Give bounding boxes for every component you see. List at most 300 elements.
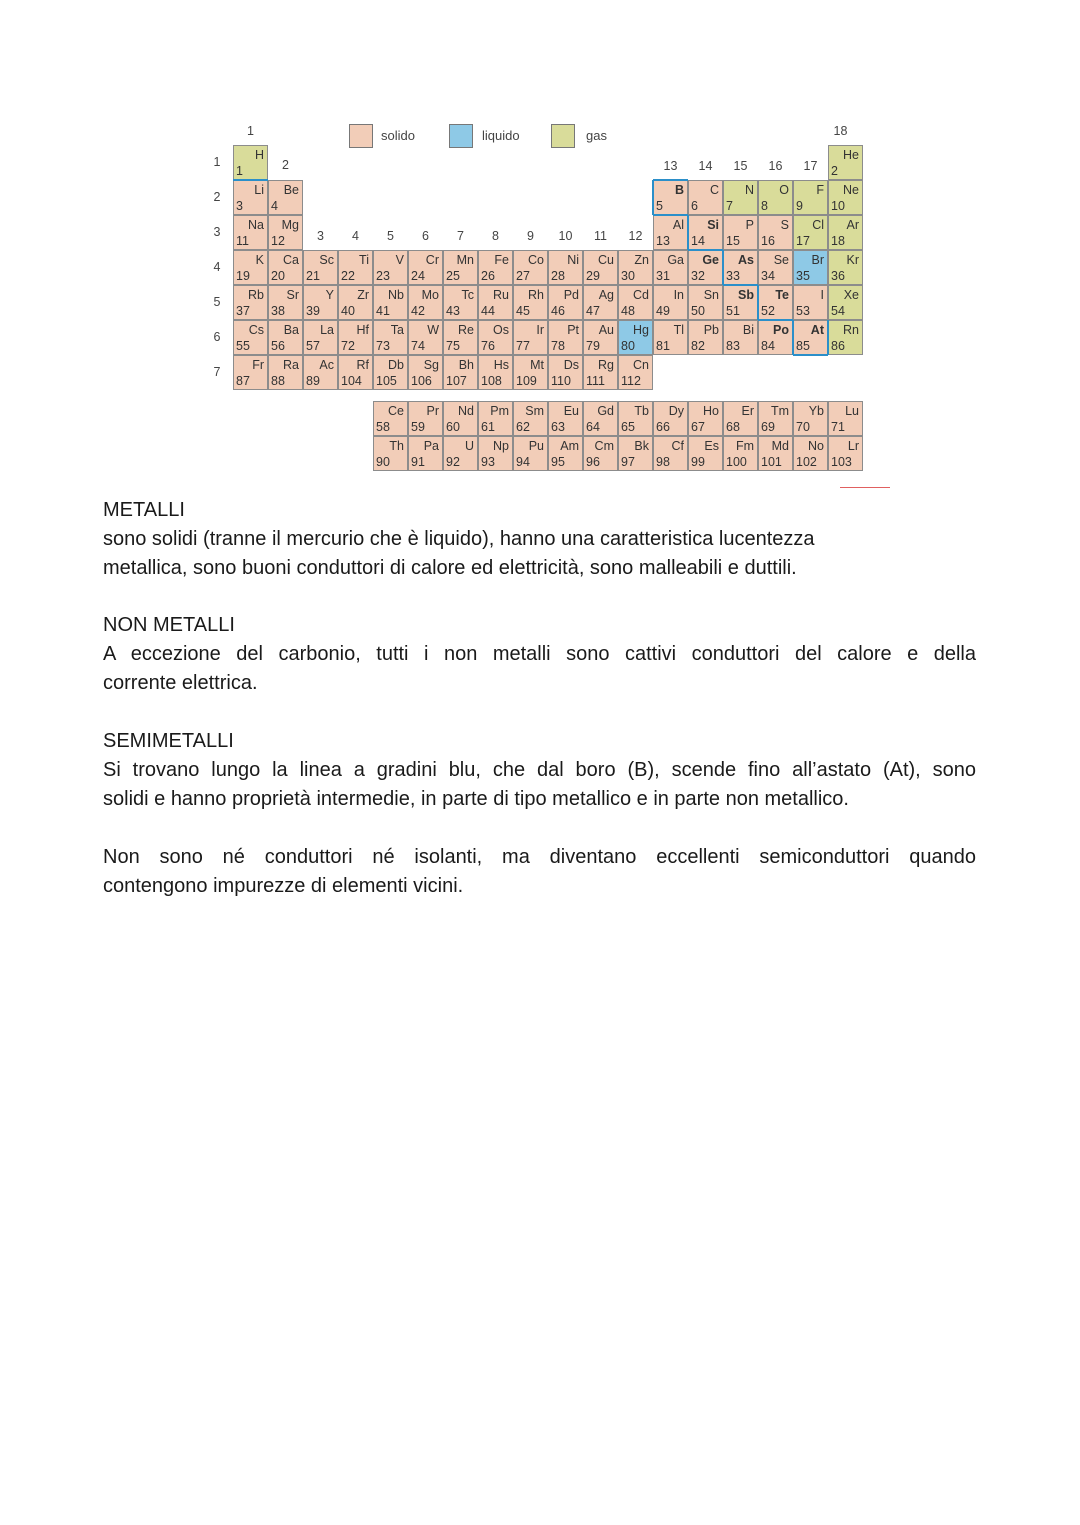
atomic-number: 102 bbox=[796, 454, 817, 469]
atomic-number: 28 bbox=[551, 268, 565, 283]
element-symbol: Re bbox=[458, 323, 474, 337]
atomic-number: 83 bbox=[726, 338, 740, 353]
element-ta bbox=[373, 320, 408, 355]
element-symbol: Tb bbox=[634, 404, 649, 418]
metalloid-staircase bbox=[827, 320, 829, 355]
atomic-number: 74 bbox=[411, 338, 425, 353]
element-symbol: Nd bbox=[458, 404, 474, 418]
legend-gas-label: gas bbox=[586, 128, 607, 143]
element-in bbox=[653, 285, 688, 320]
element-cn bbox=[618, 355, 653, 390]
atomic-number: 10 bbox=[831, 198, 845, 213]
element-symbol: Se bbox=[773, 253, 789, 267]
element-nb bbox=[373, 285, 408, 320]
atomic-number: 9 bbox=[796, 198, 803, 213]
element-c bbox=[688, 180, 723, 215]
group-label: 18 bbox=[833, 124, 848, 138]
element-symbol: Nb bbox=[388, 288, 404, 302]
atomic-number: 42 bbox=[411, 303, 425, 318]
group-label: 8 bbox=[492, 229, 499, 243]
element-symbol: Bk bbox=[634, 439, 649, 453]
atomic-number: 39 bbox=[306, 303, 320, 318]
atomic-number: 79 bbox=[586, 338, 600, 353]
element-symbol: Be bbox=[283, 183, 299, 197]
atomic-number: 13 bbox=[656, 233, 670, 248]
atomic-number: 80 bbox=[621, 338, 635, 353]
metalloid-staircase bbox=[758, 319, 793, 321]
element-symbol: He bbox=[843, 148, 859, 162]
element-rg bbox=[583, 355, 618, 390]
element-symbol: Mn bbox=[456, 253, 474, 267]
atomic-number: 23 bbox=[376, 268, 390, 283]
element-pt bbox=[548, 320, 583, 355]
element-symbol: Pu bbox=[528, 439, 544, 453]
group-label: 16 bbox=[768, 159, 783, 173]
element-symbol: Ca bbox=[283, 253, 299, 267]
element-ru bbox=[478, 285, 513, 320]
atomic-number: 29 bbox=[586, 268, 600, 283]
element-fe bbox=[478, 250, 513, 285]
atomic-number: 26 bbox=[481, 268, 495, 283]
element-ne bbox=[828, 180, 863, 215]
element-symbol: Pb bbox=[703, 323, 719, 337]
element-symbol: Fr bbox=[252, 358, 264, 372]
atomic-number: 51 bbox=[726, 303, 740, 318]
element-mt bbox=[513, 355, 548, 390]
element-symbol: Yb bbox=[808, 404, 824, 418]
atomic-number: 108 bbox=[481, 373, 502, 388]
group-label: 3 bbox=[317, 229, 324, 243]
element-symbol: Lr bbox=[847, 439, 859, 453]
atomic-number: 63 bbox=[551, 419, 565, 434]
element-i bbox=[793, 285, 828, 320]
atomic-number: 25 bbox=[446, 268, 460, 283]
element-al bbox=[653, 215, 688, 250]
element-symbol: Ru bbox=[493, 288, 509, 302]
paragraph-spacer bbox=[103, 814, 976, 843]
atomic-number: 78 bbox=[551, 338, 565, 353]
element-symbol: Ne bbox=[843, 183, 859, 197]
atomic-number: 49 bbox=[656, 303, 670, 318]
atomic-number: 112 bbox=[621, 373, 641, 388]
element-symbol: Th bbox=[389, 439, 404, 453]
element-fm bbox=[723, 436, 758, 471]
element-mo bbox=[408, 285, 443, 320]
element-sg bbox=[408, 355, 443, 390]
element-nd bbox=[443, 401, 478, 436]
element-rh bbox=[513, 285, 548, 320]
paragraph-line: corrente elettrica. bbox=[103, 672, 258, 694]
element-yb bbox=[793, 401, 828, 436]
group-label: 1 bbox=[247, 124, 254, 138]
element-symbol: Lu bbox=[845, 404, 859, 418]
element-gd bbox=[583, 401, 618, 436]
element-symbol: Ti bbox=[359, 253, 369, 267]
element-symbol: Gd bbox=[597, 404, 614, 418]
group-label: 12 bbox=[628, 229, 643, 243]
element-zn bbox=[618, 250, 653, 285]
element-au bbox=[583, 320, 618, 355]
element-symbol: Hs bbox=[493, 358, 509, 372]
atomic-number: 84 bbox=[761, 338, 775, 353]
atomic-number: 94 bbox=[516, 454, 530, 469]
element-symbol: Tm bbox=[770, 404, 789, 418]
element-rb bbox=[233, 285, 268, 320]
legend-liquid-label: liquido bbox=[482, 128, 520, 143]
section-non-metalli bbox=[103, 611, 976, 698]
atomic-number: 22 bbox=[341, 268, 355, 283]
atomic-number: 8 bbox=[761, 198, 768, 213]
paragraph-line: metallica, sono buoni conduttori di calore ed elettricità, sono malleabili e duttili. bbox=[103, 557, 797, 579]
atomic-number: 30 bbox=[621, 268, 635, 283]
section-metalli bbox=[103, 496, 976, 583]
element-db bbox=[373, 355, 408, 390]
element-bi bbox=[723, 320, 758, 355]
atomic-number: 1 bbox=[236, 163, 243, 178]
element-symbol: Pd bbox=[563, 288, 579, 302]
metalloid-staircase bbox=[688, 249, 723, 251]
atomic-number: 106 bbox=[411, 373, 432, 388]
section-semimetalli bbox=[103, 727, 976, 901]
element-symbol: Ag bbox=[598, 288, 614, 302]
element-symbol: Sr bbox=[286, 288, 299, 302]
element-pm bbox=[478, 401, 513, 436]
atomic-number: 89 bbox=[306, 373, 320, 388]
element-symbol: Ge bbox=[702, 253, 719, 267]
element-ge bbox=[688, 250, 723, 285]
element-sb bbox=[723, 285, 758, 320]
atomic-number: 111 bbox=[586, 373, 606, 388]
element-symbol: O bbox=[779, 183, 789, 197]
element-cm bbox=[583, 436, 618, 471]
element-symbol: Na bbox=[248, 218, 264, 232]
atomic-number: 73 bbox=[376, 338, 390, 353]
element-symbol: No bbox=[808, 439, 824, 453]
element-symbol: Os bbox=[493, 323, 509, 337]
atomic-number: 69 bbox=[761, 419, 775, 434]
element-symbol: Cs bbox=[248, 323, 264, 337]
element-np bbox=[478, 436, 513, 471]
atomic-number: 36 bbox=[831, 268, 845, 283]
element-no bbox=[793, 436, 828, 471]
element-symbol: Te bbox=[775, 288, 789, 302]
atomic-number: 17 bbox=[796, 233, 810, 248]
element-pa bbox=[408, 436, 443, 471]
element-tc bbox=[443, 285, 478, 320]
element-pb bbox=[688, 320, 723, 355]
element-es bbox=[688, 436, 723, 471]
element-k bbox=[233, 250, 268, 285]
element-symbol: Ar bbox=[846, 218, 859, 232]
element-as bbox=[723, 250, 758, 285]
atomic-number: 50 bbox=[691, 303, 705, 318]
group-label: 7 bbox=[457, 229, 464, 243]
group-label: 15 bbox=[733, 159, 748, 173]
element-symbol: Ac bbox=[319, 358, 334, 372]
group-label: 11 bbox=[594, 229, 607, 243]
element-po bbox=[758, 320, 793, 355]
atomic-number: 47 bbox=[586, 303, 600, 318]
atomic-number: 53 bbox=[796, 303, 810, 318]
group-label: 14 bbox=[698, 159, 713, 173]
element-symbol: Tc bbox=[461, 288, 474, 302]
element-symbol: Ir bbox=[536, 323, 544, 337]
group-label: 5 bbox=[387, 229, 394, 243]
atomic-number: 4 bbox=[271, 198, 278, 213]
element-symbol: Cm bbox=[594, 439, 614, 453]
element-symbol: Sg bbox=[423, 358, 439, 372]
element-hs bbox=[478, 355, 513, 390]
element-symbol: Tl bbox=[673, 323, 684, 337]
atomic-number: 33 bbox=[726, 268, 740, 283]
atomic-number: 98 bbox=[656, 454, 670, 469]
atomic-number: 61 bbox=[481, 419, 495, 434]
element-pu bbox=[513, 436, 548, 471]
element-sm bbox=[513, 401, 548, 436]
element-n bbox=[723, 180, 758, 215]
element-symbol: Rn bbox=[843, 323, 859, 337]
element-symbol: Y bbox=[325, 288, 334, 302]
element-symbol: Mg bbox=[281, 218, 299, 232]
element-ca bbox=[268, 250, 303, 285]
atomic-number: 67 bbox=[691, 419, 705, 434]
group-label: 10 bbox=[558, 229, 573, 243]
element-symbol: Rf bbox=[356, 358, 369, 372]
element-zr bbox=[338, 285, 373, 320]
element-lr bbox=[828, 436, 863, 471]
element-br bbox=[793, 250, 828, 285]
element-v bbox=[373, 250, 408, 285]
atomic-number: 81 bbox=[656, 338, 670, 353]
paragraph-line: Non sono né conduttori né isolanti, ma diventano eccellenti semiconduttori quando bbox=[103, 846, 976, 868]
group-label: 17 bbox=[803, 159, 818, 173]
element-cd bbox=[618, 285, 653, 320]
element-p bbox=[723, 215, 758, 250]
element-os bbox=[478, 320, 513, 355]
atomic-number: 15 bbox=[726, 233, 740, 248]
element-be bbox=[268, 180, 303, 215]
atomic-number: 59 bbox=[411, 419, 425, 434]
element-symbol: W bbox=[427, 323, 439, 337]
atomic-number: 86 bbox=[831, 338, 845, 353]
atomic-number: 65 bbox=[621, 419, 635, 434]
element-symbol: Rb bbox=[248, 288, 264, 302]
element-tl bbox=[653, 320, 688, 355]
element-cu bbox=[583, 250, 618, 285]
element-cs bbox=[233, 320, 268, 355]
element-symbol: Li bbox=[254, 183, 264, 197]
element-symbol: Sc bbox=[319, 253, 334, 267]
section-heading: METALLI bbox=[103, 499, 185, 521]
atomic-number: 82 bbox=[691, 338, 705, 353]
element-symbol: Hg bbox=[633, 323, 649, 337]
element-symbol: C bbox=[709, 183, 719, 197]
element-symbol: Rh bbox=[528, 288, 544, 302]
element-symbol: Si bbox=[707, 218, 719, 232]
element-tb bbox=[618, 401, 653, 436]
atomic-number: 19 bbox=[236, 268, 250, 283]
element-h bbox=[233, 145, 268, 180]
element-symbol: La bbox=[320, 323, 334, 337]
element-symbol: P bbox=[745, 218, 754, 232]
element-symbol: Es bbox=[704, 439, 719, 453]
atomic-number: 41 bbox=[376, 303, 390, 318]
element-b bbox=[653, 180, 688, 215]
element-pr bbox=[408, 401, 443, 436]
atomic-number: 34 bbox=[761, 268, 775, 283]
element-ti bbox=[338, 250, 373, 285]
atomic-number: 32 bbox=[691, 268, 705, 283]
atomic-number: 77 bbox=[516, 338, 530, 353]
metalloid-staircase bbox=[793, 354, 828, 356]
element-symbol: Xe bbox=[843, 288, 859, 302]
atomic-number: 7 bbox=[726, 198, 733, 213]
atomic-number: 72 bbox=[341, 338, 355, 353]
element-symbol: Ra bbox=[283, 358, 299, 372]
atomic-number: 21 bbox=[306, 268, 320, 283]
element-ag bbox=[583, 285, 618, 320]
atomic-number: 62 bbox=[516, 419, 530, 434]
element-am bbox=[548, 436, 583, 471]
element-symbol: Zn bbox=[634, 253, 649, 267]
atomic-number: 100 bbox=[726, 454, 747, 469]
atomic-number: 5 bbox=[656, 198, 663, 213]
element-symbol: Pr bbox=[426, 404, 439, 418]
element-eu bbox=[548, 401, 583, 436]
atomic-number: 24 bbox=[411, 268, 425, 283]
paragraph-line: solidi e hanno proprietà intermedie, in parte di tipo metallico e in parte non metallico. bbox=[103, 788, 849, 810]
atomic-number: 58 bbox=[376, 419, 390, 434]
atomic-number: 90 bbox=[376, 454, 390, 469]
atomic-number: 48 bbox=[621, 303, 635, 318]
element-cr bbox=[408, 250, 443, 285]
element-symbol: Hf bbox=[356, 323, 369, 337]
element-cf bbox=[653, 436, 688, 471]
element-symbol: Fm bbox=[735, 439, 754, 453]
element-symbol: Sm bbox=[525, 404, 544, 418]
atomic-number: 76 bbox=[481, 338, 495, 353]
element-dy bbox=[653, 401, 688, 436]
element-ce bbox=[373, 401, 408, 436]
group-label: 6 bbox=[422, 229, 429, 243]
element-lu bbox=[828, 401, 863, 436]
element-rn bbox=[828, 320, 863, 355]
atomic-number: 37 bbox=[236, 303, 250, 318]
element-bk bbox=[618, 436, 653, 471]
metalloid-staircase bbox=[723, 284, 758, 286]
atomic-number: 11 bbox=[236, 233, 249, 248]
atomic-number: 57 bbox=[306, 338, 320, 353]
atomic-number: 31 bbox=[656, 268, 670, 283]
period-label: 4 bbox=[213, 260, 221, 274]
element-o bbox=[758, 180, 793, 215]
element-tm bbox=[758, 401, 793, 436]
element-cl bbox=[793, 215, 828, 250]
element-pd bbox=[548, 285, 583, 320]
element-symbol: Kr bbox=[846, 253, 859, 267]
atomic-number: 88 bbox=[271, 373, 285, 388]
metalloid-staircase bbox=[653, 179, 688, 181]
atomic-number: 105 bbox=[376, 373, 397, 388]
divider-line bbox=[840, 487, 890, 488]
atomic-number: 109 bbox=[516, 373, 537, 388]
element-hf bbox=[338, 320, 373, 355]
element-xe bbox=[828, 285, 863, 320]
section-heading: SEMIMETALLI bbox=[103, 730, 234, 752]
atomic-number: 45 bbox=[516, 303, 530, 318]
element-ho bbox=[688, 401, 723, 436]
metalloid-staircase bbox=[653, 214, 688, 216]
element-se bbox=[758, 250, 793, 285]
element-symbol: N bbox=[744, 183, 754, 197]
element-rf bbox=[338, 355, 373, 390]
element-symbol: Pa bbox=[423, 439, 439, 453]
period-label: 5 bbox=[213, 295, 221, 309]
element-symbol: Mo bbox=[421, 288, 439, 302]
element-symbol: Rg bbox=[598, 358, 614, 372]
element-symbol: Cn bbox=[633, 358, 649, 372]
element-symbol: Au bbox=[598, 323, 614, 337]
atomic-number: 92 bbox=[446, 454, 460, 469]
element-co bbox=[513, 250, 548, 285]
atomic-number: 6 bbox=[691, 198, 698, 213]
paragraph-line: Si trovano lungo la linea a gradini blu, che dal boro (B), scende fino all’astato (At), sono bbox=[103, 759, 976, 781]
metalloid-staircase bbox=[792, 320, 794, 355]
element-symbol: Po bbox=[773, 323, 789, 337]
element-symbol: As bbox=[738, 253, 754, 267]
element-symbol: Cf bbox=[671, 439, 684, 453]
element-at bbox=[793, 320, 828, 355]
element-symbol: S bbox=[780, 218, 789, 232]
element-bh bbox=[443, 355, 478, 390]
element-si bbox=[688, 215, 723, 250]
atomic-number: 16 bbox=[761, 233, 775, 248]
element-fr bbox=[233, 355, 268, 390]
element-te bbox=[758, 285, 793, 320]
atomic-number: 75 bbox=[446, 338, 460, 353]
atomic-number: 70 bbox=[796, 419, 810, 434]
element-na bbox=[233, 215, 268, 250]
group-label: 2 bbox=[282, 158, 289, 172]
metalloid-staircase bbox=[687, 215, 689, 250]
element-symbol: Zr bbox=[357, 288, 369, 302]
element-symbol: B bbox=[674, 183, 684, 197]
element-symbol: Dy bbox=[668, 404, 684, 418]
element-th bbox=[373, 436, 408, 471]
atomic-number: 56 bbox=[271, 338, 285, 353]
atomic-number: 55 bbox=[236, 338, 250, 353]
atomic-number: 18 bbox=[831, 233, 845, 248]
element-symbol: In bbox=[673, 288, 684, 302]
element-symbol: Db bbox=[388, 358, 404, 372]
atomic-number: 46 bbox=[551, 303, 565, 318]
element-symbol: Bi bbox=[742, 323, 754, 337]
element-symbol: Fe bbox=[494, 253, 509, 267]
element-ga bbox=[653, 250, 688, 285]
atomic-number: 85 bbox=[796, 338, 810, 353]
element-u bbox=[443, 436, 478, 471]
element-symbol: Sb bbox=[738, 288, 754, 302]
element-symbol: Pt bbox=[567, 323, 579, 337]
group-label: 4 bbox=[352, 229, 359, 243]
atomic-number: 110 bbox=[551, 373, 571, 388]
group-label: 13 bbox=[663, 159, 678, 173]
element-he bbox=[828, 145, 863, 180]
element-s bbox=[758, 215, 793, 250]
element-symbol: Eu bbox=[563, 404, 579, 418]
group-label: 9 bbox=[527, 229, 534, 243]
element-symbol: Md bbox=[771, 439, 789, 453]
